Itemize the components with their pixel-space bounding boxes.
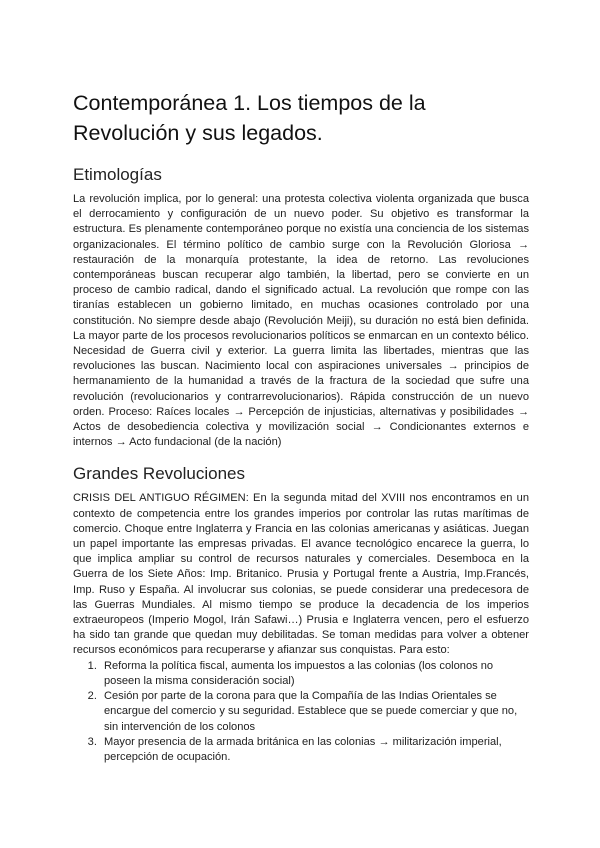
page-title: Contemporánea 1. Los tiempos de la Revolución y sus legados.: [73, 91, 426, 145]
list-item: 3. Mayor presencia de la armada británica en las colonias → militarización imperial, percepción de ocupación.: [100, 735, 529, 765]
document-page: [73, 88, 529, 765]
section-paragraph-etimologias: La revolución implica, por lo general: una protesta colectiva violenta organizada que busca el derrocamiento y configuración de un nuevo poder. Su objetivo es transformar la estructura. Es plenamente contemporáneo porque no existía una conciencia de los sistemas organizacionales. El término político de cambio surge con la Revolución Gloriosa → restauración de la monarquía protestante, la idea de retorno. Las revoluciones contemporáneas buscan recuperar algo también, la libertad, pero se convierte en un proceso de cambio radical, dando el significado actual. La revolución que rompe con las tiranías establecen un gobierno limitado, en muchas ocasiones controlado por una constitución. No siempre desde abajo (Revolución Meiji), su duración no está bien definida. La mayor parte de los procesos revolucionarios políticos se enmarcan en un contexto bélico. Necesidad de Guerra civil y exterior. La guerra limita las libertades, mientras que las revoluciones las buscan. Nacimiento local con aspiraciones universales → principios de hermanamiento de la humanidad a través de la fractura de la sociedad que sufre una revolución (revolucionarios y contrarrevolucionarios). Rápida construcción de un nuevo orden. Proceso: Raíces locales → Percepción de injusticias, alternativas y posibilidades → Actos de desobediencia colectiva y movilización social → Condicionantes externos e internos → Acto fundacional (de la nación): [73, 193, 529, 449]
list-item: 2. Cesión por parte de la corona para que la Compañía de las Indias Orientales se encargue del comercio y su seguridad. Establece que se puede comerciar y que no, sin intervención de los colonos: [100, 689, 529, 735]
list-item: 1. Reforma la política fiscal, aumenta los impuestos a las colonias (los colonos no poseen la misma consideración social): [100, 659, 529, 689]
measures-list: [73, 659, 529, 765]
section-heading-etimologias: Etimologías: [73, 165, 162, 184]
section-heading-grandes-revoluciones: Grandes Revoluciones: [73, 464, 245, 484]
section-paragraph-grandes-revoluciones: CRISIS DEL ANTIGUO RÉGIMEN: En la segunda mitad del XVIII nos encontramos en un contexto de competencia entre los grandes imperios por controlar las rutas marítimas de comercio. Choque entre Inglaterra y Francia en las colonias americanas y asiáticas. Juegan un papel importante las empresas privadas. El avance tecnológico encarece la guerra, lo que implica ampliar su control de recursos naturales y comerciales. Desemboca en la Guerra de los Siete Años: Imp. Britanico. Prusia y Portugal frente a Austria, Imp.Francés, Imp. Ruso y España. Al involucrar sus colonias, se puede considerar una predecesora de las Guerras Mundiales. Al mismo tiempo se produce la decadencia de los imperios extraeuropeos (Imperio Mogol, Irán Safawi…) Prusia e Inglaterra vencen, pero el esfuerzo ha sido tan grande que quedan muy debilitadas. Se toman medidas para volver a obtener recursos económicos para recuperarse y afianzar sus conquistas. Para esto:: [73, 492, 529, 657]
section-spacer: [73, 450, 529, 463]
